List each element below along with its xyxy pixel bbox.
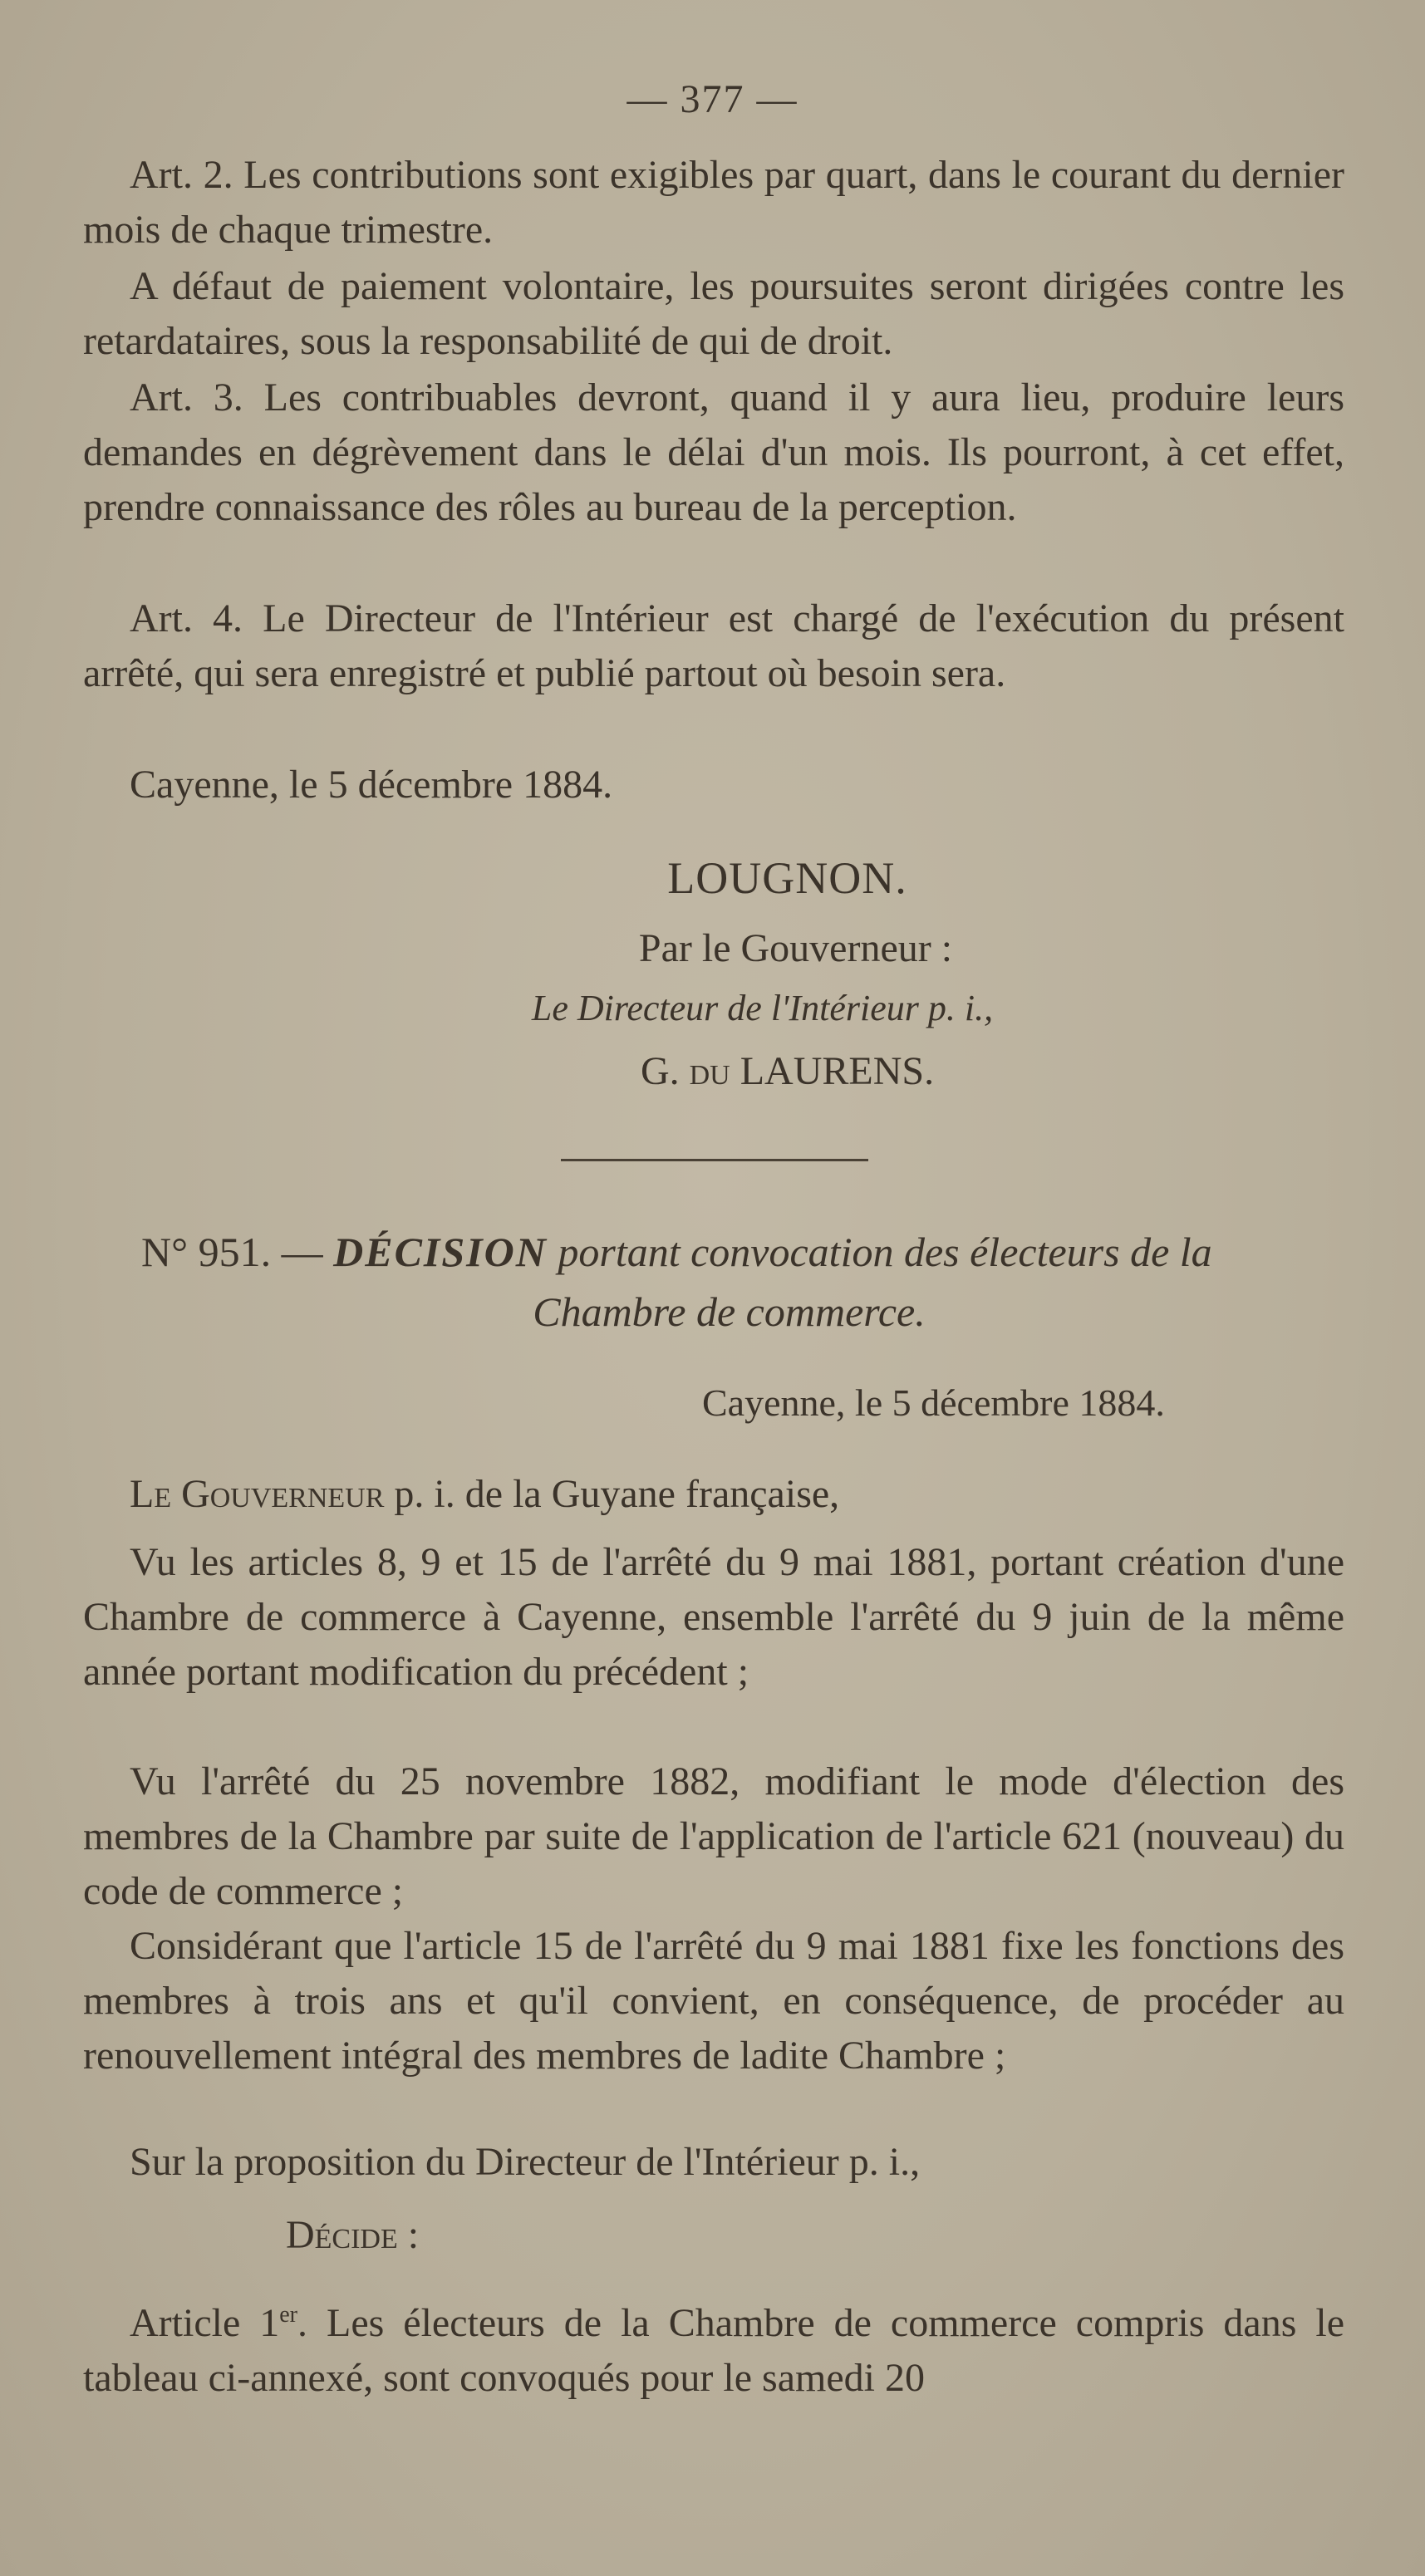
decision-title-rest: portant convocation des électeurs de la [558, 1229, 1212, 1275]
governor-prefix: Le Gouverneur [130, 1472, 385, 1516]
decision-title-word: DÉCISION [333, 1229, 548, 1275]
article-1-prefix: Article 1 [130, 2301, 280, 2345]
paragraph-defaut-paiement: A défaut de paiement volontaire, les poursuites seront dirigées contre les retardataires, sous la responsabilité de qui de droit. [83, 264, 1344, 363]
consideration-vu-articles: Vu les articles 8, 9 et 15 de l'arrêté du 9 mai 1881, portant création d'une Chambre de commerce à Cayenne, ensemble l'arrêté du 9 juin de la même année portant modification du précédent ; [83, 1540, 1344, 1694]
page-number: — 377 — [627, 77, 798, 121]
signature-by: Par le Gouverneur : [638, 926, 953, 970]
section-divider [561, 1159, 868, 1161]
signer-name: LAURENS. [740, 1049, 935, 1093]
article-1 [83, 2288, 1344, 2406]
decision-date: Cayenne, le 5 décembre 1884. [702, 1381, 1165, 1424]
decision-title [141, 1228, 1346, 1276]
paragraph-art-3: Art. 3. Les contribuables devront, quand il y aura lieu, produire leurs demandes en dégrèvement dans le délai d'un mois. Ils pourront, à cet effet, prendre connaissance des rôles au bureau de la perception. [83, 375, 1344, 529]
consideration-proposition: Sur la proposition du Directeur de l'Intérieur p. i., [130, 2140, 921, 2184]
decision-number: N° 951. — [141, 1229, 323, 1275]
article-1-rest: . Les électeurs de la Chambre de commerce compris dans le tableau ci-annexé, sont convoqués pour le samedi 20 [83, 2301, 1344, 2400]
paragraph-art-4: Art. 4. Le Directeur de l'Intérieur est chargé de l'exécution du présent arrêté, qui sera enregistré et publié partout où besoin sera. [83, 596, 1344, 695]
decision-title-line-2: Chambre de commerce. [533, 1288, 926, 1335]
article-1-sup: er [279, 2302, 298, 2328]
signer-prefix: G. [640, 1049, 680, 1093]
consideration-considerant: Considérant que l'article 15 de l'arrêté du 9 mai 1881 fixe les fonctions des membres à trois ans et qu'il convient, en conséquence, de procéder au renouvellement intégral des membres de ladite Chambre ; [83, 1924, 1344, 2078]
governor-rest: p. i. de la Guyane française, [394, 1472, 840, 1516]
decide-heading: Décide : [286, 2213, 420, 2257]
signer-particle: du [689, 1049, 730, 1093]
signature-name: LOUGNON. [667, 853, 907, 903]
paragraph-art-2: Art. 2. Les contributions sont exigibles par quart, dans le courant du dernier mois de chaque trimestre. [83, 153, 1344, 252]
signature-signer [75, 1048, 1425, 1094]
signature-role: Le Directeur de l'Intérieur p. i., [531, 988, 994, 1028]
consideration-vu-arrete: Vu l'arrêté du 25 novembre 1882, modifiant le mode d'élection des membres de la Chambre par suite de l'application de l'article 621 (nouveau) du code de commerce ; [83, 1759, 1344, 1913]
governor-line [83, 1467, 1344, 1522]
paragraph-date-arrete: Cayenne, le 5 décembre 1884. [130, 763, 613, 807]
